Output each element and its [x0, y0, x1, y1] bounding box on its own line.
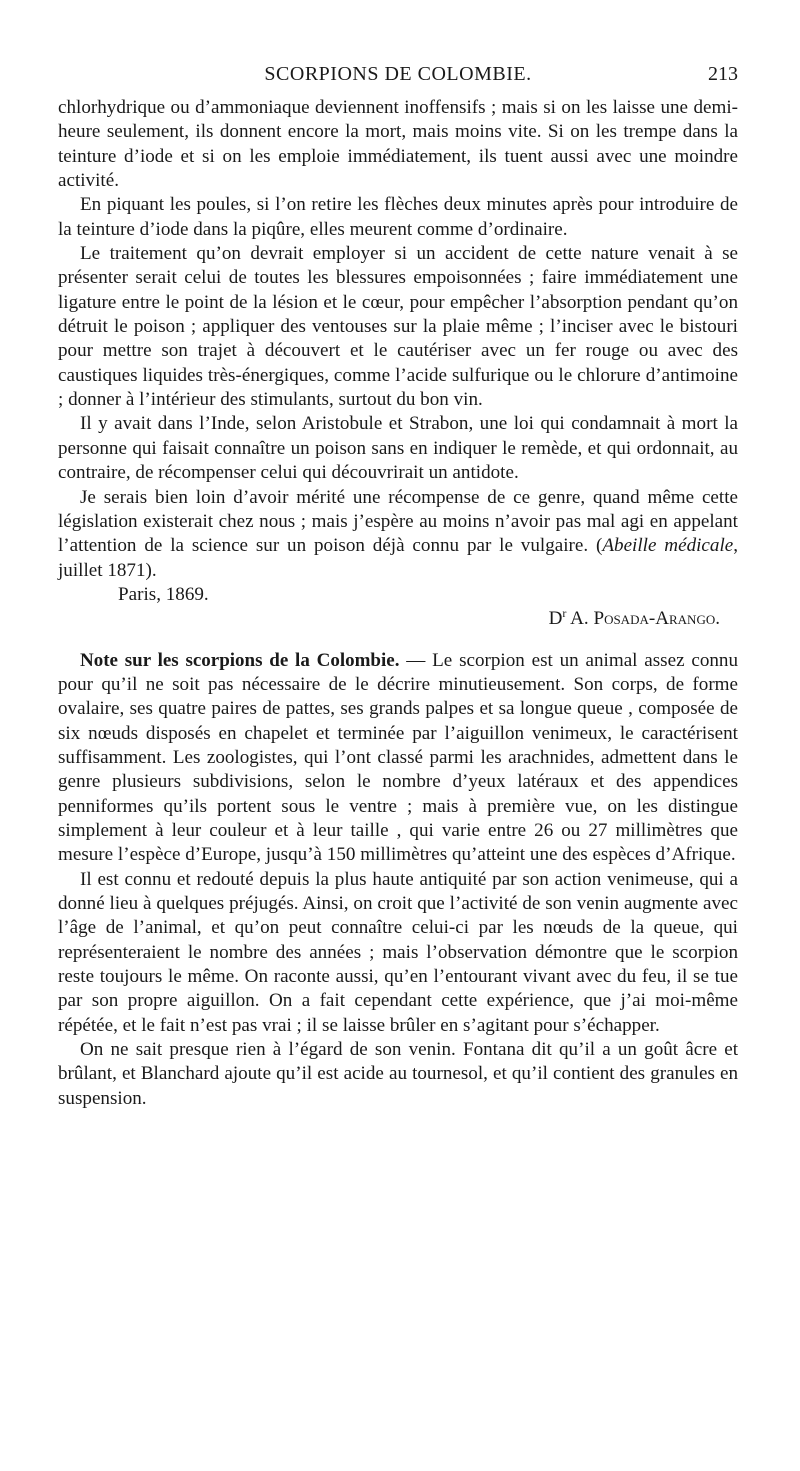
source-journal: Abeille médicale: [602, 535, 734, 557]
author-prefix: D: [548, 608, 563, 630]
running-head: [58, 62, 738, 96]
book-page: [58, 62, 738, 1111]
article-body: [58, 96, 738, 583]
section-spacer: [58, 632, 738, 649]
note-paragraph-intro: [58, 649, 738, 868]
paragraph-inde: Il y avait dans l’Inde, selon Aristobule et Strabon, une loi qui condamnait à mort la personne qui faisait connaître un poison sans en indiquer le remède, et qui ordonnait, au contraire, de récompenser celui qui découvrirait un antidote.: [58, 413, 738, 484]
running-title: SCORPIONS DE COLOMBIE.: [264, 63, 532, 85]
author-name: A. Posada-Arango.: [566, 608, 720, 630]
place-date: Paris, 1869.: [118, 583, 209, 605]
paragraph-poules: En piquant les poules, si l’on retire les flèches deux minutes après pour introduire de la teinture d’iode dans la piqûre, elles meurent comme d’ordinaire.: [58, 194, 738, 240]
note-body: [58, 649, 738, 1112]
paragraph-continued: chlorhydrique ou d’ammoniaque deviennent inoffensifs ; mais si on les laisse une demi-heure seulement, ils donnent encore la mort, mais moins vite. Si on les trempe dans la teinture d’iode et si on les emploie immédiatement, ils tuent aussi avec une moindre activité.: [58, 97, 738, 192]
author-signature: [58, 607, 738, 631]
section-title: Note sur les scorpions de la Colombie.: [80, 649, 400, 671]
paragraph-recompense-text: Je serais bien loin d’avoir mérité une récompense de ce genre, quand même cette législation existerait chez nous ; mais j’espère au moins n’avoir pas mal agi en appelant l’attention de la science sur un poison déjà connu par le vulgaire.: [58, 486, 738, 557]
note-paragraph-venin: On ne sait presque rien à l’égard de son venin. Fontana dit qu’il a un goût âcre et brûlant, et Blanchard ajoute qu’il est acide au tournesol, et qu’il contient des granules en suspension.: [58, 1039, 738, 1109]
source-open: (: [596, 535, 603, 557]
note-paragraph-antiquite: Il est connu et redouté depuis la plus haute antiquité par son action venimeuse, qui a donné lieu à quelques préjugés. Ainsi, on croit que l’activité de son venin augmente avec l’âge de l’animal, et qu’on peut connaître celui-ci par les nœuds de la queue, qui représenteraient le nombre des années ; mais l’observation démontre que le scorpion reste toujours le même. On raconte aussi, qu’en l’entourant vivant avec du feu, il se tue par son propre aiguillon. On a fait cependant cette expérience, que j’ai moi-même répétée, et le fait n’est pas vrai ; il se laisse brûler en s’agitant pour s’échapper.: [58, 868, 738, 1036]
paragraph-traitement: Le traitement qu’on devrait employer si un accident de cette nature venait à se présenter serait celui de toutes les blessures empoisonnées ; faire immédiatement une ligature entre le point de la lésion et le cœur, pour empêcher l’absorption pendant qu’on détruit le poison ; appliquer des ventouses sur la plaie même ; l’inciser avec le bistouri pour mettre son trajet à découvert et le cautériser avec un fer rouge ou avec des caustiques liquides très-énergiques, comme l’acide sulfurique ou le chlorure d’antimoine ; donner à l’intérieur des stimulants, surtout du bon vin.: [58, 243, 738, 411]
author-sup: r: [562, 606, 567, 621]
note-intro-text: — Le scorpion est un animal assez connu pour qu’il ne soit pas nécessaire de le décrire minutieusement. Son corps, de forme ovalaire, ses quatre paires de pattes, ses grands palpes et sa longue queue , composée de six nœuds disposés en chapelet et terminée par l’aiguillon venimeux, le caractérisent suffisamment. Les zoologistes, qui l’ont classé parmi les arachnides, admettent dans le genre plusieurs subdivisions, selon le nombre d’yeux latéraux et des appendices penniformes qu’ils portent sous le ventre ; mais à première vue, on les distingue simplement à leur couleur et à leur taille , qui varie entre 26 ou 27 millimètres que mesure l’espèce d’Europe, jusqu’à 150 millimètres qu’atteint une des espèces d’Afrique.: [58, 649, 739, 866]
paragraph-recompense: [58, 486, 738, 583]
source-rest: , juillet 1871).: [58, 535, 738, 581]
page-number: 213: [708, 63, 738, 85]
